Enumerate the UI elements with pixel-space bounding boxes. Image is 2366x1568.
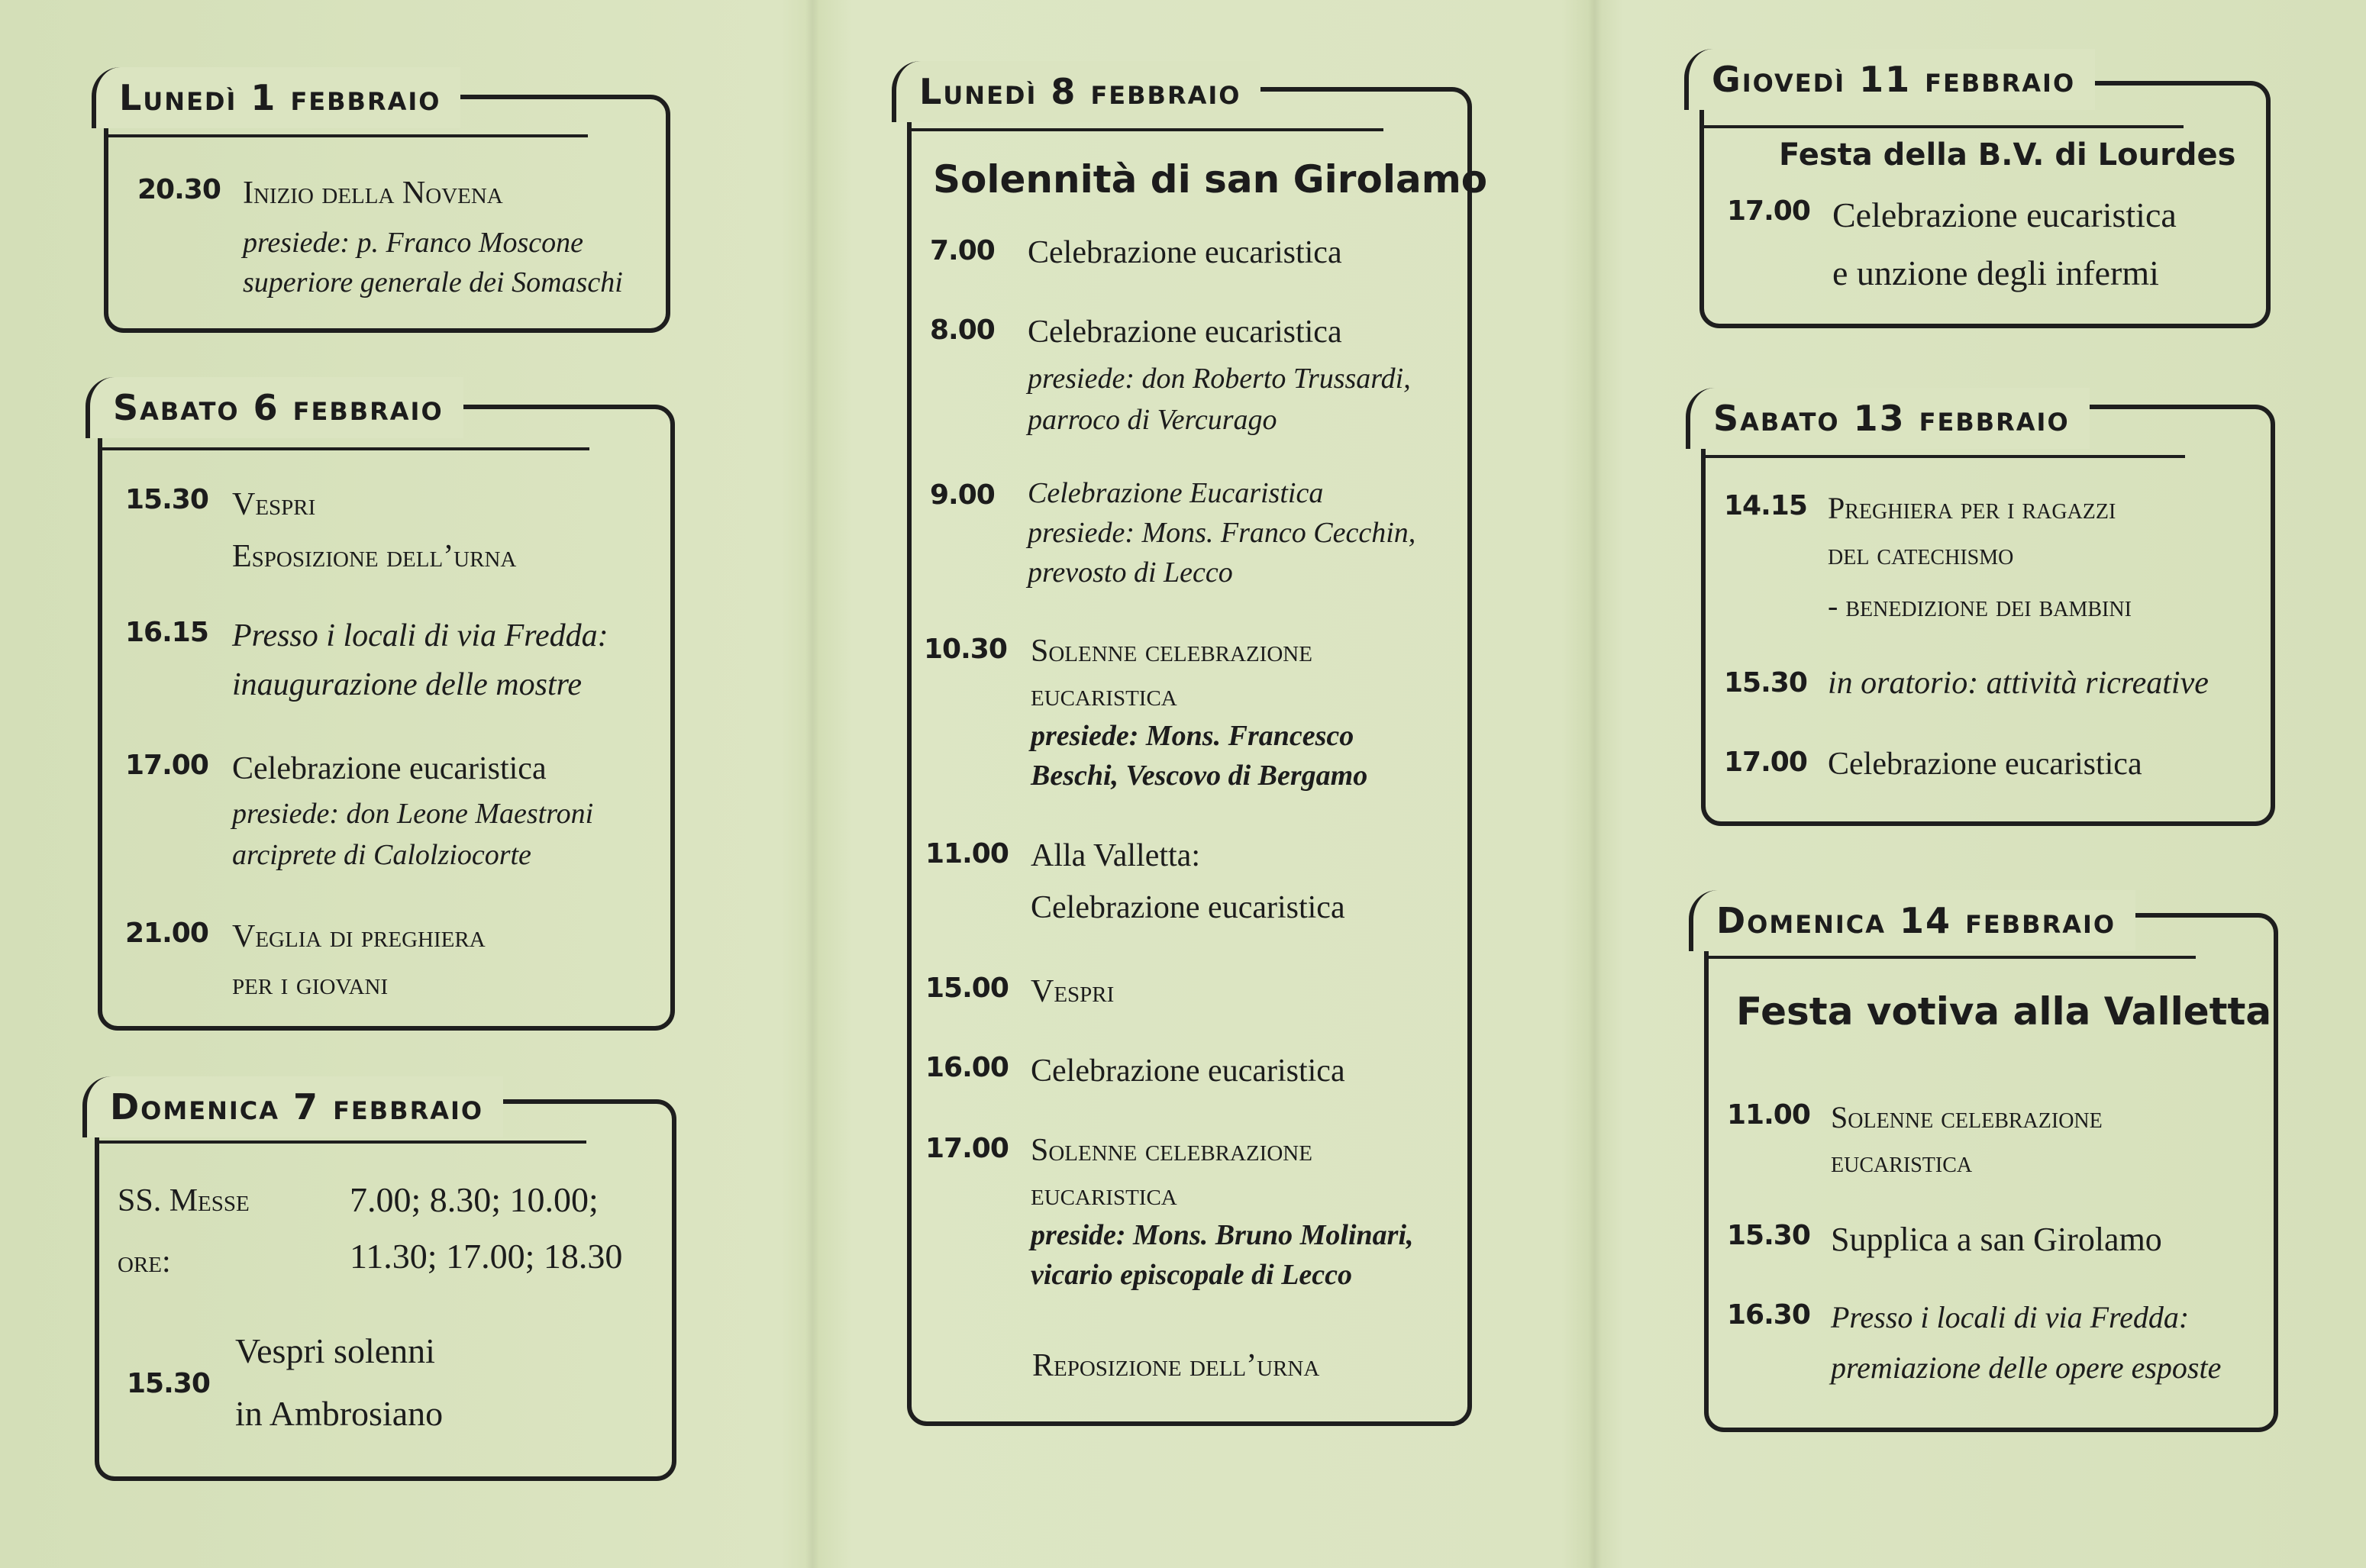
event-time: 10.30: [924, 634, 1007, 665]
event-title: del catechismo: [1828, 537, 2014, 571]
event-title: Inizio della Novena: [243, 176, 503, 211]
event-title: Celebrazione eucaristica: [232, 751, 547, 786]
event-time: 14.15: [1724, 490, 1807, 521]
event-detail: parroco di Vercurago: [1028, 404, 1277, 436]
event-detail: premiazione delle opere esposte: [1831, 1350, 2222, 1385]
event-title: - benedizione dei bambini: [1828, 589, 2132, 623]
event-time: 16.30: [1727, 1299, 1810, 1331]
day-header: Lunedì 8 febbraio: [892, 61, 1260, 122]
header-underline: [1707, 956, 2196, 959]
day-header: Sabato 6 febbraio: [86, 377, 463, 438]
event-detail: Presso i locali di via Fredda:: [232, 618, 608, 653]
event-time: 9.00: [930, 479, 995, 511]
event-title: Veglia di preghiera: [232, 919, 486, 954]
event-title: Esposizione dell’urna: [232, 539, 517, 574]
header-underline: [910, 128, 1383, 131]
day-header: Giovedì 11 febbraio: [1684, 49, 2095, 110]
day-header: Domenica 7 febbraio: [82, 1076, 503, 1137]
fold-right: [1588, 0, 1602, 1568]
event-detail: inaugurazione delle mostre: [232, 667, 583, 702]
event-title: Celebrazione eucaristica: [1031, 1053, 1345, 1089]
event-title: eucaristica: [1031, 1177, 1177, 1212]
event-detail: Presso i locali di via Fredda:: [1831, 1300, 2190, 1334]
event-detail: Beschi, Vescovo di Bergamo: [1031, 760, 1368, 792]
event-time: 16.15: [125, 617, 208, 648]
event-time: 7.00: [930, 235, 995, 266]
event-title: in Ambrosiano: [235, 1394, 444, 1433]
day-subtitle: Festa votiva alla Valletta: [1736, 989, 2272, 1034]
event-title: Celebrazione eucaristica: [1028, 235, 1342, 270]
event-detail: preside: Mons. Bruno Molinari,: [1031, 1219, 1414, 1251]
event-time: 15.30: [1724, 667, 1807, 699]
header-underline: [107, 134, 588, 137]
day-header: Sabato 13 febbraio: [1686, 388, 2090, 449]
event-time: 17.00: [1724, 747, 1807, 778]
event-title: e unzione degli infermi: [1832, 253, 2159, 292]
event-title: eucaristica: [1031, 678, 1177, 713]
event-time: 15.00: [925, 973, 1009, 1004]
event-detail: prevosto di Lecco: [1028, 557, 1233, 589]
event-title: Celebrazione eucaristica: [1832, 195, 2177, 234]
event-time: 17.00: [125, 750, 208, 781]
event-detail: presiede: Mons. Franco Cecchin,: [1028, 517, 1416, 549]
event-title: Celebrazione eucaristica: [1828, 747, 2142, 782]
event-title: Vespri: [1031, 974, 1115, 1009]
event-title: Vespri: [232, 487, 316, 522]
event-time: 15.30: [1727, 1220, 1810, 1251]
event-title: Preghiera per i ragazzi: [1828, 491, 2116, 525]
event-time: 16.00: [925, 1052, 1009, 1083]
header-underline: [101, 447, 589, 450]
messe-label: ore:: [118, 1244, 171, 1279]
event-detail: presiede: don Roberto Trussardi,: [1028, 363, 1411, 395]
event-time: 20.30: [137, 174, 221, 205]
event-title: Celebrazione Eucaristica: [1028, 477, 1324, 509]
event-detail: presiede: p. Franco Moscone: [243, 227, 584, 259]
event-detail: superiore generale dei Somaschi: [243, 266, 623, 298]
event-time: 21.00: [125, 918, 208, 949]
event-detail: presiede: Mons. Francesco: [1031, 720, 1354, 752]
event-title: Solenne celebrazione: [1031, 634, 1312, 669]
event-title: eucaristica: [1831, 1144, 1973, 1179]
event-title: Celebrazione eucaristica: [1031, 890, 1345, 925]
event-title: Alla Valletta:: [1031, 838, 1200, 873]
event-detail: vicario episcopale di Lecco: [1031, 1259, 1353, 1291]
event-time: 11.00: [1727, 1099, 1810, 1131]
event-title: Solenne celebrazione: [1031, 1133, 1312, 1168]
day-header: Domenica 14 febbraio: [1689, 890, 2135, 951]
event-title: Supplica a san Girolamo: [1831, 1221, 2162, 1258]
fold-left: [805, 0, 819, 1568]
event-detail: presiede: don Leone Maestroni: [232, 798, 594, 830]
event-title: Solenne celebrazione: [1831, 1100, 2103, 1134]
header-underline: [1703, 125, 2184, 128]
event-time: 8.00: [930, 315, 995, 346]
header-underline: [1704, 455, 2185, 458]
event-title: per i giovani: [232, 966, 389, 1002]
messe-times: 7.00; 8.30; 10.00;: [350, 1180, 599, 1219]
event-time: 11.00: [925, 838, 1009, 869]
day-header: Lunedì 1 febbraio: [92, 67, 460, 128]
event-title: Vespri solenni: [235, 1331, 435, 1370]
event-time: 15.30: [125, 484, 208, 515]
event-detail: arciprete di Calolziocorte: [232, 839, 531, 871]
day-subtitle: Festa della B.V. di Lourdes: [1779, 137, 2236, 173]
event-detail: in oratorio: attività ricreative: [1828, 666, 2209, 701]
event-time: 15.30: [127, 1368, 210, 1399]
event-time: 17.00: [925, 1133, 1009, 1164]
messe-label: SS. Messe: [118, 1183, 250, 1218]
event-title: Celebrazione eucaristica: [1028, 315, 1342, 350]
event-time: 17.00: [1727, 195, 1810, 227]
header-underline: [98, 1141, 586, 1144]
messe-times: 11.30; 17.00; 18.30: [350, 1237, 623, 1276]
day-subtitle: Solennità di san Girolamo: [933, 157, 1488, 202]
closing-note: Reposizione dell’urna: [1032, 1348, 1320, 1383]
